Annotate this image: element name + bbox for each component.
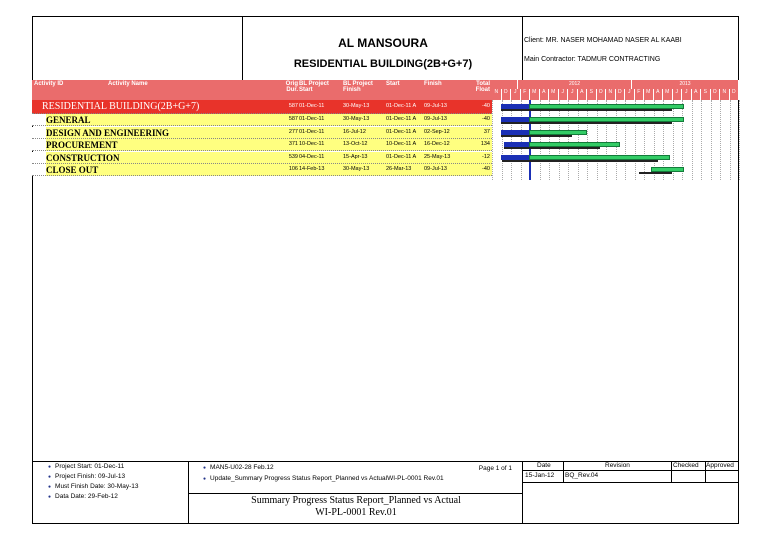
bl-finish: 30-May-13 [343,166,370,172]
gantt-gridline [568,100,569,180]
report-code: WI-PL-0001 Rev.01 [315,507,397,518]
total-float: -40 [482,103,490,109]
month-label: J [559,89,569,100]
month-label: M [549,89,559,100]
activity-name: CONSTRUCTION [46,152,120,163]
month-label: A [540,89,550,100]
activity-row[interactable] [32,164,492,176]
bl-finish: 30-May-13 [343,103,370,109]
bl-start: 04-Dec-11 [299,153,325,160]
col-activity-id: Activity ID [34,81,64,87]
gantt-gridline [597,100,598,180]
total-float: -40 [482,166,490,172]
finish-date: 25-May-13 [424,153,451,160]
contractor-label: Main Contractor: TADMUR CONTRACTING [524,56,661,63]
bl-start: 10-Dec-11 [299,141,325,147]
update-note: ● Update_Summary Progress Status Report_Planned vs ActualWI-PL-0001 Rev.01 [203,474,444,484]
rev-row-date: 15-Jan-12 [525,472,555,479]
gantt-gridline [502,100,503,180]
gantt-gridline [521,100,522,180]
col-orig-dur: Orig Dur. [285,81,298,93]
month-label: M [530,89,540,100]
month-label: J [511,89,521,100]
activity-row[interactable] [32,139,492,151]
rev-row-revision: BQ_Rev.04 [565,472,599,479]
month-label: M [644,89,654,100]
data-date: ● Data Date: 29-Feb-12 [48,492,138,502]
start-date: 01-Dec-11 A [386,116,417,122]
client-label: Client: MR. NASER MOHAMAD NASER AL KAABI [524,37,682,44]
finish-date: 09-Jul-13 [424,103,447,109]
footer-inner-divider [189,493,523,494]
orig-duration: 371 [288,141,298,147]
gantt-gridline [559,100,560,180]
gantt-gridline [587,100,588,180]
rev-header-approved: Approved [706,462,734,469]
rev-col-line [563,461,564,483]
gantt-gridline [578,100,579,180]
finish-date: 09-Jul-13 [424,166,447,172]
month-label: O [597,89,607,100]
gantt-gridline [625,100,626,180]
activity-row[interactable] [32,100,492,114]
bl-finish: 30-May-13 [343,116,370,122]
month-label: F [635,89,645,100]
baseline-bar [504,147,600,149]
activity-row[interactable] [32,127,492,139]
gantt-gridline [739,100,740,180]
activity-name: GENERAL [46,115,91,125]
bl-start: 01-Dec-11 [299,103,325,109]
gantt-gridline [730,100,731,180]
start-date: 01-Dec-11 A [386,153,417,160]
gantt-gridline [549,100,550,180]
gantt-gridline [701,100,702,180]
gantt-gridline [711,100,712,180]
baseline-bar [501,122,671,124]
month-label: A [578,89,588,100]
data-date-line [529,100,531,180]
report-info-box [189,461,523,524]
bl-finish: 16-Jul-12 [343,128,366,135]
baseline-bar [501,109,671,111]
start-date: 26-Mar-13 [386,166,412,172]
start-date: 01-Dec-11 A [386,103,417,109]
month-label: D [502,89,512,100]
gantt-gridline [720,100,721,180]
project-dates-box [32,461,189,524]
bl-start: 01-Dec-11 [299,116,325,122]
col-total-float: Total Float [475,81,490,93]
project-subtitle: RESIDENTIAL BUILDING(2B+G+7) [293,58,473,70]
year-label: 2012 [518,80,632,89]
month-label: D [616,89,626,100]
activity-name: CLOSE OUT [46,165,99,175]
month-label: J [673,89,683,100]
baseline-bar [639,172,672,174]
month-label: D [730,89,740,100]
start-date: 10-Dec-11 A [386,141,417,147]
activity-name: DESIGN AND ENGINEERING [46,127,170,138]
gantt-gridline [692,100,693,180]
activity-name: RESIDENTIAL BUILDING(2B+G+7) [42,101,200,112]
month-label: J [625,89,635,100]
project-finish: ● Project Finish: 09-Jul-13 [48,472,138,482]
total-float: -40 [482,116,490,122]
col-bl-finish: BL Project Finish [343,81,373,93]
month-label: M [663,89,673,100]
report-title: Summary Progress Status Report_Planned vs Actual [251,495,461,506]
project-start: ● Project Start: 01-Dec-11 [48,462,138,472]
finish-date: 16-Dec-12 [424,141,450,147]
month-label: S [587,89,597,100]
month-label: S [701,89,711,100]
month-label: N [606,89,616,100]
project-title: AL MANSOURA [338,36,428,50]
orig-duration: 539 [288,153,298,160]
gantt-gridline [635,100,636,180]
rev-col-line [705,461,706,483]
baseline-bar [501,135,572,137]
logo-area [32,16,243,80]
orig-duration: 277 [288,128,298,135]
total-float: 134 [480,141,490,147]
start-date: 01-Dec-11 A [386,128,417,135]
year-label: 2013 [632,80,739,89]
rev-divider [523,470,739,471]
rev-header-revision: Revision [605,462,630,469]
gantt-gridline [606,100,607,180]
rev-divider [523,482,739,483]
page-number: Page 1 of 1 [478,465,512,472]
bl-finish: 15-Apr-13 [343,153,368,160]
baseline-bar [502,160,657,162]
month-label: A [692,89,702,100]
gantt-gridline [644,100,645,180]
bl-finish: 13-Oct-12 [343,141,368,147]
month-label: J [682,89,692,100]
month-label: O [711,89,721,100]
year-2011 [492,80,518,89]
layout-name: ● MAN5-U02-28 Feb.12 [203,463,274,473]
total-float: 37 [483,128,490,135]
finish-date: 02-Sep-12 [424,128,450,135]
activity-row[interactable] [32,114,492,126]
gantt-gridline [616,100,617,180]
month-label: F [521,89,531,100]
month-label: A [654,89,664,100]
activity-name: PROCUREMENT [46,140,118,150]
rev-header-checked: Checked [673,462,699,469]
col-start: Start [386,81,400,87]
rev-col-line [671,461,672,483]
must-finish-date: ● Must Finish Date: 30-May-13 [48,482,138,492]
gantt-chart [492,100,739,180]
column-header [32,80,492,101]
orig-duration: 106 [288,166,298,172]
gantt-gridline [540,100,541,180]
activity-row[interactable] [32,152,492,164]
col-bl-start: BL Project Start [299,81,329,93]
month-label: J [568,89,578,100]
finish-date: 09-Jul-13 [424,116,447,122]
col-activity-name: Activity Name [108,81,148,87]
orig-duration: 587 [288,103,298,109]
total-float: -12 [482,153,490,160]
bl-start: 01-Dec-11 [299,128,325,135]
col-finish: Finish [424,81,442,87]
orig-duration: 587 [288,116,298,122]
month-label: N [492,89,502,100]
rev-header-date: Date [537,462,551,469]
month-label: N [720,89,730,100]
gantt-gridline [492,100,493,180]
gantt-timescale [492,80,739,100]
bl-start: 14-Feb-13 [299,166,325,172]
gantt-gridline [511,100,512,180]
